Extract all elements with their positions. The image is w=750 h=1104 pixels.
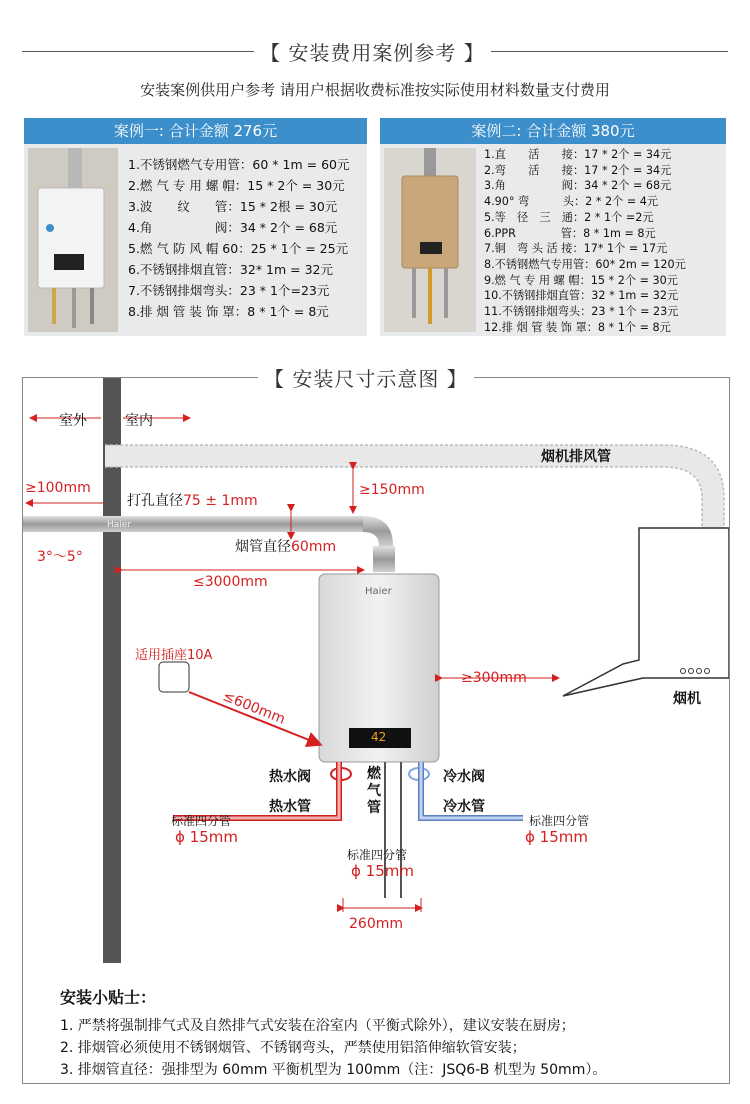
outdoor-label: 室外 bbox=[59, 413, 87, 429]
list-item: 8.排 烟 管 装 饰 罩：8 * 1个 = 8元 bbox=[128, 304, 329, 319]
cost-subtitle: 安装案例供用户参考 请用户根据收费标准按实际使用材料数量支付费用 bbox=[140, 81, 610, 99]
list-item: 9.燃 气 专 用 螺 帽：15 * 2个 = 30元 bbox=[484, 273, 678, 287]
hole-diameter-text: 打孔直径 bbox=[127, 493, 183, 509]
gap-150-label: ≥150mm bbox=[359, 482, 425, 498]
hole-diameter-value: 75 ± 1mm bbox=[183, 493, 258, 509]
section-title-cost: 【 安装费用案例参考 】 bbox=[254, 37, 491, 66]
hot-valve-label: 热水阀 bbox=[269, 769, 311, 785]
list-item: 3.角 阀：34 * 2个 = 68元 bbox=[484, 179, 672, 193]
list-item: 3.波 纹 管：15 * 2根 = 30元 bbox=[128, 199, 338, 214]
max-length-label: ≤3000mm bbox=[193, 574, 268, 590]
hole-diameter-label bbox=[127, 490, 258, 510]
list-item: 5.燃 气 防 风 帽 60：25 * 1个 = 25元 bbox=[128, 241, 349, 256]
section-title-dimensions: 【 安装尺寸示意图 】 bbox=[258, 363, 474, 392]
std-pipe-left: 标准四分管 bbox=[171, 814, 232, 828]
list-item: 4.90° 弯 头：2 * 2个 = 4元 bbox=[484, 195, 659, 209]
gas-label: 燃气管 bbox=[367, 766, 381, 816]
list-item: 8.不锈钢燃气专用管：60* 2m = 120元 bbox=[484, 257, 686, 271]
case1-list bbox=[128, 154, 350, 322]
tip-item: 1. 严禁将强制排气式及自然排气式安装在浴室内（平衡式除外），建议安装在厨房； bbox=[60, 1018, 575, 1034]
install-diagram bbox=[22, 377, 730, 1084]
pipe-brand-label: Haier bbox=[107, 520, 132, 530]
distance-300-label: ≥300mm bbox=[461, 670, 527, 686]
list-item: 2.弯 活 接：17 * 2个 = 34元 bbox=[484, 163, 672, 177]
list-item: 6.PPR 管：8 * 1m = 8元 bbox=[484, 226, 656, 240]
phi-middle: ϕ 15mm bbox=[351, 862, 414, 880]
list-item: 1.直 活 接：17 * 2个 = 34元 bbox=[484, 148, 672, 161]
list-item: 7.不锈钢排烟弯头：23 * 1个=23元 bbox=[128, 283, 330, 298]
phi-left: ϕ 15mm bbox=[175, 828, 238, 846]
heater-display-value: 42 bbox=[371, 730, 387, 744]
case2-list bbox=[484, 147, 686, 335]
indoor-label: 室内 bbox=[125, 413, 153, 429]
list-item: 2.燃 气 专 用 螺 帽：15 * 2个 = 30元 bbox=[128, 178, 345, 193]
list-item: 11.不锈钢排烟弯头：23 * 1个 = 23元 bbox=[484, 305, 679, 319]
pipe-diameter-text: 烟管直径 bbox=[235, 539, 291, 555]
case1-header: 案例一: 合计金额 276元 bbox=[24, 118, 367, 144]
list-item: 4.角 阀：34 * 2个 = 68元 bbox=[128, 220, 338, 235]
pipe-diameter-value: 60mm bbox=[291, 539, 337, 555]
socket-label: 适用插座10A bbox=[135, 648, 213, 663]
list-item: 7.铜 弯 头 活 接：17* 1个 = 17元 bbox=[484, 242, 668, 256]
hood-label: 烟机 bbox=[673, 691, 701, 707]
distance-600-label: ≤600mm bbox=[220, 688, 288, 728]
std-pipe-right: 标准四分管 bbox=[529, 814, 590, 828]
case2-photo bbox=[384, 148, 476, 332]
case1-card bbox=[24, 118, 367, 336]
angle-label: 3°～5° bbox=[37, 549, 83, 565]
phi-right: ϕ 15mm bbox=[525, 828, 588, 846]
tip-item: 3. 排烟管直径：强排型为 60mm 平衡机型为 100mm（注：JSQ6-B 机型为 50mm）。 bbox=[60, 1062, 607, 1078]
gap-100-label: ≥100mm bbox=[25, 480, 91, 496]
tip-item: 2. 排烟管必须使用不锈钢烟管、不锈钢弯头，严禁使用铝箔伸缩软管安装； bbox=[60, 1040, 526, 1056]
list-item: 12.排 烟 管 装 饰 罩：8 * 1个 = 8元 bbox=[484, 320, 671, 334]
case2-header: 案例二: 合计金额 380元 bbox=[380, 118, 726, 144]
case1-photo bbox=[28, 148, 118, 332]
pipe-diameter-label bbox=[235, 536, 336, 556]
std-pipe-middle: 标准四分管 bbox=[347, 848, 408, 862]
heater-brand: Haier bbox=[365, 586, 392, 597]
list-item: 5.等 径 三 通：2 * 1个 =2元 bbox=[484, 210, 654, 224]
case2-card bbox=[380, 118, 726, 336]
hot-pipe-label: 热水管 bbox=[269, 799, 311, 815]
width-260-label: 260mm bbox=[349, 916, 403, 932]
cold-pipe-label: 冷水管 bbox=[443, 799, 485, 815]
tips-title: 安装小贴士： bbox=[60, 988, 157, 1007]
hood-duct-label: 烟机排风管 bbox=[541, 449, 611, 465]
cold-valve-label: 冷水阀 bbox=[443, 769, 485, 785]
list-item: 6.不锈钢排烟直管：32* 1m = 32元 bbox=[128, 262, 334, 277]
list-item: 10.不锈钢排烟直管：32 * 1m = 32元 bbox=[484, 289, 679, 303]
list-item: 1.不锈钢燃气专用管：60 * 1m = 60元 bbox=[128, 157, 350, 172]
